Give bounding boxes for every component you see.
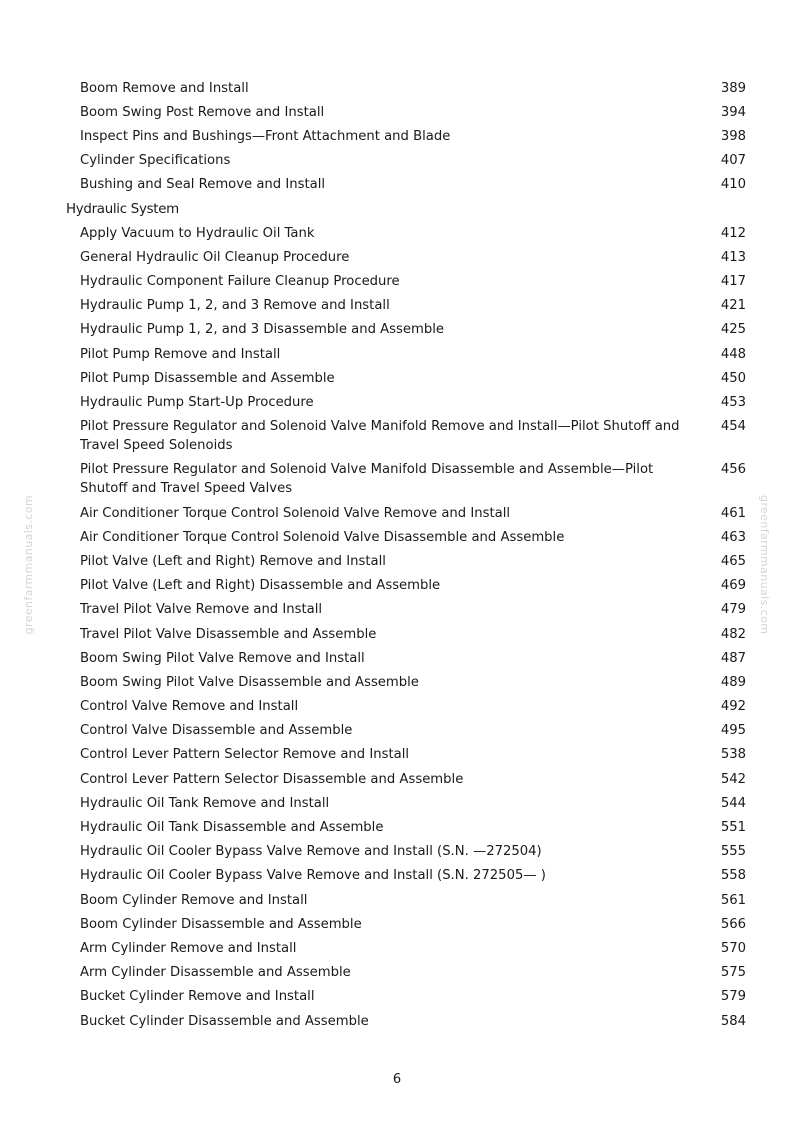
toc-entry-title: Control Lever Pattern Selector Remove and Install [80,747,410,763]
toc-entry-title: General Hydraulic Oil Cleanup Procedure [80,249,350,265]
toc-entry-title: Hydraulic Pump 1, 2, and 3 Remove and Install [80,298,390,314]
toc-entry-page: 558 [720,868,746,884]
toc-entry-page: 398 [720,128,746,144]
toc-entry-title: Cylinder Specifications [80,153,231,169]
toc-entry-title: Control Valve Disassemble and Assemble [80,723,353,739]
toc-entry[interactable] [66,743,746,767]
toc-entry-page: 461 [720,505,746,521]
toc-entry-page: 465 [720,553,746,569]
toc-entry-page: 425 [720,322,746,338]
toc-entry-page: 584 [720,1013,746,1029]
watermark-left: greenfarmmanuals.com [22,495,35,635]
toc-entry-page: 453 [720,395,746,411]
toc-entry[interactable] [66,791,746,815]
page-number: 6 [392,1072,402,1087]
toc-entry-page: 413 [720,249,746,265]
toc-entry-page: 542 [720,771,746,787]
toc-entry-title: Hydraulic Component Failure Cleanup Procedure [80,274,400,290]
toc-entry-title: Bucket Cylinder Remove and Install [80,989,315,1005]
toc-entry[interactable] [66,864,746,888]
toc-entry-title: Boom Swing Post Remove and Install [80,104,325,120]
toc-entry-page: 454 [720,419,746,435]
toc-entry-title: Bushing and Seal Remove and Install [80,177,326,193]
toc-entry-title: Hydraulic Oil Cooler Bypass Valve Remove and Install (S.N. 272505— ) [80,868,546,884]
toc-entry-page: 450 [720,370,746,386]
toc-entry[interactable] [66,815,746,839]
toc-entry[interactable] [66,525,746,549]
toc-entry[interactable] [66,458,746,501]
toc-entry-title: Apply Vacuum to Hydraulic Oil Tank [80,225,315,241]
toc-entry[interactable] [66,912,746,936]
toc-entry-page: 463 [720,529,746,545]
toc-entry-page: 456 [720,462,746,478]
toc-entry-title: Hydraulic Pump 1, 2, and 3 Disassemble and Assemble [80,322,445,338]
toc-entry-page: 482 [720,626,746,642]
toc-entry-title: Arm Cylinder Disassemble and Assemble [80,965,351,981]
toc-entry[interactable] [66,294,746,318]
toc-entry[interactable] [66,936,746,960]
toc-entry-page: 570 [720,940,746,956]
toc-entry-title: Control Lever Pattern Selector Disassemble and Assemble [80,771,464,787]
toc-entry-title: Bucket Cylinder Disassemble and Assemble [80,1013,369,1029]
toc-entry-page: 407 [720,153,746,169]
toc-entry-title: Boom Cylinder Remove and Install [80,892,308,908]
toc-entry-title: Control Valve Remove and Install [80,699,299,715]
toc-entry-title: Travel Pilot Valve Disassemble and Assemble [80,626,377,642]
toc-entry[interactable] [66,366,746,390]
toc-entry-title: Boom Swing Pilot Valve Remove and Install [80,650,365,666]
toc-entry[interactable] [66,173,746,197]
toc-entry-title: Hydraulic Oil Tank Remove and Install [80,795,330,811]
toc-entry-page: 566 [720,916,746,932]
toc-entry-title: Pilot Pressure Regulator and Solenoid Valve Manifold Disassemble and Assemble—Pilot Shutoff and Travel Speed Valves [80,462,654,497]
toc-entry-title: Boom Swing Pilot Valve Disassemble and Assemble [80,674,419,690]
toc-entry-title: Boom Remove and Install [80,80,249,96]
toc-entry-title: Hydraulic Oil Tank Disassemble and Assemble [80,820,384,836]
toc-entry[interactable] [66,124,746,148]
toc-entry-page: 479 [720,602,746,618]
toc-entry-page: 469 [720,578,746,594]
toc-entry[interactable] [66,245,746,269]
toc-entry[interactable] [66,695,746,719]
toc-entry[interactable] [66,221,746,245]
toc-entry[interactable] [66,622,746,646]
toc-entry[interactable] [66,985,746,1009]
toc-entry-page: 487 [720,650,746,666]
toc-entry-page: 555 [720,844,746,860]
toc-entry[interactable] [66,149,746,173]
toc-entry[interactable] [66,390,746,414]
table-of-contents [66,76,746,1033]
toc-entry-title: Pilot Valve (Left and Right) Remove and Install [80,553,386,569]
toc-entry[interactable] [66,270,746,294]
toc-entry-page: 389 [720,80,746,96]
toc-entry-page: 551 [720,820,746,836]
toc-entry-title: Boom Cylinder Disassemble and Assemble [80,916,362,932]
toc-entry[interactable] [66,342,746,366]
toc-entry-title: Pilot Pump Remove and Install [80,346,281,362]
toc-entry-title: Air Conditioner Torque Control Solenoid Valve Remove and Install [80,505,511,521]
toc-entry[interactable] [66,415,746,458]
toc-entry-page: 417 [720,274,746,290]
toc-entry[interactable] [66,670,746,694]
watermark-right: greenfarmmanuals.com [758,495,771,635]
toc-entry[interactable] [66,1009,746,1033]
toc-entry[interactable] [66,318,746,342]
toc-entry-title: Arm Cylinder Remove and Install [80,940,297,956]
toc-entry-page: 544 [720,795,746,811]
section-heading-hydraulic-system: Hydraulic System [66,201,179,217]
toc-group-front-attachment [66,76,746,197]
toc-entry-title: Air Conditioner Torque Control Solenoid Valve Disassemble and Assemble [80,529,565,545]
toc-entry-page: 579 [720,989,746,1005]
toc-entry-page: 492 [720,699,746,715]
toc-entry-title: Pilot Valve (Left and Right) Disassemble and Assemble [80,578,441,594]
toc-entry-page: 394 [720,104,746,120]
toc-entry[interactable] [66,646,746,670]
toc-entry-title: Pilot Pump Disassemble and Assemble [80,370,335,386]
toc-entry[interactable] [66,501,746,525]
toc-entry-page: 448 [720,346,746,362]
toc-entry-page: 495 [720,723,746,739]
toc-entry[interactable] [66,549,746,573]
toc-entry-page: 575 [720,965,746,981]
toc-entry-page: 412 [720,225,746,241]
toc-entry[interactable] [66,574,746,598]
toc-entry[interactable] [66,767,746,791]
toc-entry[interactable] [66,888,746,912]
toc-group-hydraulic-system [66,221,746,1033]
toc-entry[interactable] [66,598,746,622]
toc-entry-title: Hydraulic Pump Start-Up Procedure [80,395,314,411]
toc-entry-title: Travel Pilot Valve Remove and Install [80,602,323,618]
toc-entry[interactable] [66,76,746,100]
toc-entry-page: 561 [720,892,746,908]
toc-entry-title: Pilot Pressure Regulator and Solenoid Valve Manifold Remove and Install—Pilot Shutoff and Travel Speed Solenoids [80,419,680,454]
toc-entry-page: 489 [720,674,746,690]
toc-entry[interactable] [66,100,746,124]
toc-entry[interactable] [66,840,746,864]
toc-entry-title: Inspect Pins and Bushings—Front Attachment and Blade [80,128,451,144]
toc-entry-page: 538 [720,747,746,763]
toc-entry[interactable] [66,719,746,743]
toc-entry-page: 410 [720,177,746,193]
toc-entry-title: Hydraulic Oil Cooler Bypass Valve Remove and Install (S.N. —272504) [80,844,542,860]
toc-entry[interactable] [66,961,746,985]
toc-entry-page: 421 [720,298,746,314]
